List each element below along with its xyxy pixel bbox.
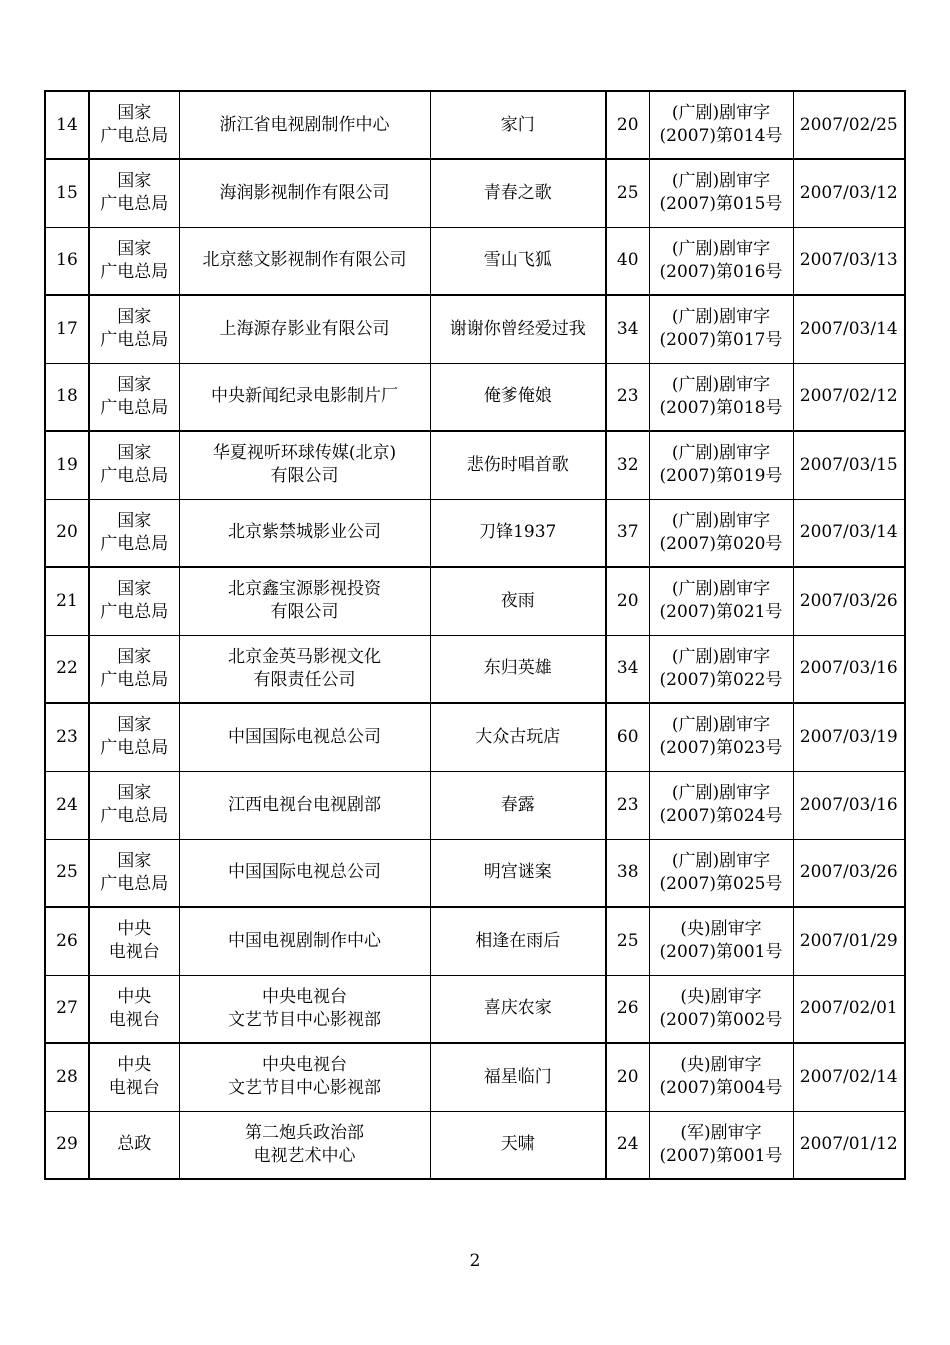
production-company-line: 上海源存影业有限公司 bbox=[219, 318, 390, 339]
approval-date: 2007/01/12 bbox=[793, 1111, 905, 1179]
production-company-line: 中央电视台 bbox=[262, 1055, 347, 1076]
permit-number-line: (2007)第024号 bbox=[659, 806, 783, 826]
row-number: 20 bbox=[45, 499, 89, 567]
permit-number bbox=[649, 295, 793, 363]
table-row bbox=[45, 295, 905, 363]
drama-title: 大众古玩店 bbox=[430, 703, 606, 771]
production-company-line: 中国国际电视总公司 bbox=[228, 862, 381, 883]
approval-dept-line: 广电总局 bbox=[100, 738, 169, 759]
row-number: 23 bbox=[45, 703, 89, 771]
table-row bbox=[45, 975, 905, 1043]
table-row bbox=[45, 703, 905, 771]
permit-number-line: (2007)第022号 bbox=[659, 669, 783, 690]
production-company bbox=[179, 227, 430, 295]
row-number: 24 bbox=[45, 771, 89, 839]
permit-number bbox=[649, 499, 793, 567]
approval-dept bbox=[89, 227, 179, 295]
row-number: 22 bbox=[45, 635, 89, 703]
approval-dept bbox=[89, 975, 179, 1043]
table-row bbox=[45, 567, 905, 635]
permit-number bbox=[649, 703, 793, 771]
approval-date: 2007/03/16 bbox=[793, 635, 905, 703]
row-number: 19 bbox=[45, 431, 89, 499]
approval-date: 2007/03/26 bbox=[793, 567, 905, 635]
drama-title: 东归英雄 bbox=[430, 635, 606, 703]
permit-number-line: (央)剧审字 bbox=[680, 986, 762, 1007]
table-row bbox=[45, 431, 905, 499]
episode-count: 23 bbox=[606, 771, 649, 839]
approval-dept-line: 广电总局 bbox=[100, 873, 169, 894]
permit-number-line: (广剧)剧审字 bbox=[671, 443, 771, 464]
approval-dept bbox=[89, 567, 179, 635]
table-row bbox=[45, 159, 905, 227]
approval-dept bbox=[89, 839, 179, 907]
approval-dept-line: 广电总局 bbox=[100, 330, 169, 351]
permit-number-line: (2007)第025号 bbox=[659, 873, 783, 894]
production-company bbox=[179, 839, 430, 907]
approval-dept-line: 国家 bbox=[117, 715, 152, 736]
table-row bbox=[45, 91, 905, 159]
production-company bbox=[179, 703, 430, 771]
approval-date: 2007/03/15 bbox=[793, 431, 905, 499]
permit-number-line: (央)剧审字 bbox=[680, 1055, 762, 1076]
table-row bbox=[45, 1043, 905, 1111]
approval-dept bbox=[89, 907, 179, 975]
production-company bbox=[179, 975, 430, 1043]
production-company-line: 中国国际电视总公司 bbox=[228, 726, 381, 747]
episode-count: 38 bbox=[606, 839, 649, 907]
approval-date: 2007/02/12 bbox=[793, 363, 905, 431]
table-row bbox=[45, 907, 905, 975]
approval-dept-line: 广电总局 bbox=[100, 806, 169, 826]
approval-dept-line: 总政 bbox=[117, 1134, 152, 1155]
approval-dept bbox=[89, 1043, 179, 1111]
table-row bbox=[45, 771, 905, 839]
approval-date: 2007/03/13 bbox=[793, 227, 905, 295]
drama-title: 悲伤时唱首歌 bbox=[430, 431, 606, 499]
drama-title: 明宫谜案 bbox=[430, 839, 606, 907]
production-company-line: 华夏视听环球传媒(北京) bbox=[212, 443, 397, 464]
row-number: 28 bbox=[45, 1043, 89, 1111]
production-company-line: 江西电视台电视剧部 bbox=[228, 794, 381, 815]
approval-date: 2007/02/25 bbox=[793, 91, 905, 159]
permit-number bbox=[649, 431, 793, 499]
drama-title: 春露 bbox=[430, 771, 606, 839]
episode-count: 20 bbox=[606, 567, 649, 635]
approval-dept bbox=[89, 431, 179, 499]
approval-dept-line: 电视台 bbox=[108, 1009, 160, 1030]
production-company-line: 有限公司 bbox=[270, 466, 339, 487]
approval-date: 2007/03/19 bbox=[793, 703, 905, 771]
episode-count: 26 bbox=[606, 975, 649, 1043]
production-company-line: 第二炮兵政治部 bbox=[245, 1122, 364, 1143]
episode-count: 20 bbox=[606, 91, 649, 159]
approval-dept-line: 广电总局 bbox=[100, 397, 169, 418]
row-number: 25 bbox=[45, 839, 89, 907]
drama-title: 雪山飞狐 bbox=[430, 227, 606, 295]
permit-number-line: (2007)第002号 bbox=[659, 1009, 783, 1030]
production-company bbox=[179, 771, 430, 839]
production-company bbox=[179, 295, 430, 363]
production-company-line: 海润影视制作有限公司 bbox=[219, 182, 390, 203]
permit-number-line: (2007)第015号 bbox=[659, 194, 783, 215]
permit-number-line: (2007)第016号 bbox=[659, 261, 783, 282]
approval-dept-line: 广电总局 bbox=[100, 194, 169, 215]
approval-dept-line: 广电总局 bbox=[100, 466, 169, 487]
production-company bbox=[179, 363, 430, 431]
episode-count: 34 bbox=[606, 295, 649, 363]
drama-title: 夜雨 bbox=[430, 567, 606, 635]
production-company-line: 文艺节目中心影视部 bbox=[228, 1078, 381, 1099]
approval-dept-line: 国家 bbox=[117, 103, 152, 123]
approval-dept-line: 国家 bbox=[117, 510, 152, 531]
production-company bbox=[179, 159, 430, 227]
approval-dept-line: 电视台 bbox=[108, 942, 160, 963]
approval-dept bbox=[89, 363, 179, 431]
permit-number-line: (广剧)剧审字 bbox=[671, 850, 771, 871]
approval-dept bbox=[89, 635, 179, 703]
permit-number-line: (央)剧审字 bbox=[680, 919, 762, 940]
approval-dept bbox=[89, 703, 179, 771]
production-company bbox=[179, 1043, 430, 1111]
permit-number-line: (2007)第023号 bbox=[659, 738, 783, 759]
production-company-line: 中央电视台 bbox=[262, 986, 347, 1007]
permit-number bbox=[649, 839, 793, 907]
episode-count: 24 bbox=[606, 1111, 649, 1179]
permit-number bbox=[649, 91, 793, 159]
approval-date: 2007/03/26 bbox=[793, 839, 905, 907]
drama-title: 刀锋1937 bbox=[430, 499, 606, 567]
permit-number-line: (2007)第014号 bbox=[659, 126, 783, 146]
table-body bbox=[45, 91, 905, 1179]
approval-dept bbox=[89, 771, 179, 839]
permit-number bbox=[649, 567, 793, 635]
episode-count: 32 bbox=[606, 431, 649, 499]
permit-number-line: (广剧)剧审字 bbox=[671, 374, 771, 395]
production-company bbox=[179, 499, 430, 567]
row-number: 27 bbox=[45, 975, 89, 1043]
approval-dept-line: 中央 bbox=[117, 986, 152, 1007]
approval-dept-line: 中央 bbox=[117, 919, 152, 940]
permit-number-line: (广剧)剧审字 bbox=[671, 103, 771, 123]
approval-date: 2007/03/14 bbox=[793, 295, 905, 363]
permit-number bbox=[649, 635, 793, 703]
approval-date: 2007/03/12 bbox=[793, 159, 905, 227]
approval-dept-line: 广电总局 bbox=[100, 669, 169, 690]
permit-number bbox=[649, 1043, 793, 1111]
approval-dept bbox=[89, 295, 179, 363]
row-number: 17 bbox=[45, 295, 89, 363]
production-company-line: 北京慈文影视制作有限公司 bbox=[202, 250, 407, 271]
approval-dept-line: 国家 bbox=[117, 579, 152, 600]
approval-dept-line: 广电总局 bbox=[100, 126, 169, 146]
drama-title: 俺爹俺娘 bbox=[430, 363, 606, 431]
approval-dept bbox=[89, 91, 179, 159]
approval-date: 2007/02/14 bbox=[793, 1043, 905, 1111]
episode-count: 25 bbox=[606, 907, 649, 975]
drama-title: 福星临门 bbox=[430, 1043, 606, 1111]
approval-dept-line: 国家 bbox=[117, 238, 152, 259]
table-row bbox=[45, 363, 905, 431]
permit-number-line: (2007)第017号 bbox=[659, 330, 783, 351]
production-company-line: 中央新闻纪录电影制片厂 bbox=[211, 386, 398, 407]
approval-dept-line: 电视台 bbox=[108, 1078, 160, 1099]
production-company-line: 中国电视剧制作中心 bbox=[228, 930, 381, 951]
page-number: 2 bbox=[469, 1251, 481, 1271]
production-company-line: 北京金英马影视文化 bbox=[228, 646, 381, 667]
production-company bbox=[179, 91, 430, 159]
permit-number-line: (2007)第001号 bbox=[659, 942, 783, 963]
production-company-line: 浙江省电视剧制作中心 bbox=[219, 114, 390, 135]
table-row bbox=[45, 839, 905, 907]
production-company-line: 文艺节目中心影视部 bbox=[228, 1009, 381, 1030]
approval-dept bbox=[89, 1111, 179, 1179]
approval-dept-line: 国家 bbox=[117, 443, 152, 464]
approval-dept-line: 广电总局 bbox=[100, 261, 169, 282]
permit-number-line: (广剧)剧审字 bbox=[671, 171, 771, 192]
permit-number bbox=[649, 1111, 793, 1179]
approval-dept-line: 国家 bbox=[117, 783, 152, 803]
production-company bbox=[179, 907, 430, 975]
approval-dept-line: 广电总局 bbox=[100, 533, 169, 554]
episode-count: 37 bbox=[606, 499, 649, 567]
approval-date: 2007/02/01 bbox=[793, 975, 905, 1043]
drama-title: 家门 bbox=[430, 91, 606, 159]
permit-number bbox=[649, 975, 793, 1043]
permit-number-line: (军)剧审字 bbox=[680, 1122, 762, 1143]
permit-number-line: (2007)第004号 bbox=[659, 1078, 783, 1099]
approval-dept bbox=[89, 499, 179, 567]
permit-number-line: (2007)第021号 bbox=[659, 602, 783, 623]
approval-date: 2007/03/16 bbox=[793, 771, 905, 839]
approval-dept-line: 广电总局 bbox=[100, 602, 169, 623]
approval-date: 2007/03/14 bbox=[793, 499, 905, 567]
approval-dept-line: 国家 bbox=[117, 171, 152, 192]
permit-number bbox=[649, 907, 793, 975]
row-number: 16 bbox=[45, 227, 89, 295]
permit-number bbox=[649, 159, 793, 227]
permit-number-line: (广剧)剧审字 bbox=[671, 307, 771, 328]
approval-dept bbox=[89, 159, 179, 227]
episode-count: 60 bbox=[606, 703, 649, 771]
row-number: 15 bbox=[45, 159, 89, 227]
row-number: 29 bbox=[45, 1111, 89, 1179]
production-company-line: 北京紫禁城影业公司 bbox=[228, 522, 381, 543]
permit-number-line: (广剧)剧审字 bbox=[671, 579, 771, 600]
approval-dept-line: 国家 bbox=[117, 307, 152, 328]
production-company bbox=[179, 635, 430, 703]
table-row bbox=[45, 1111, 905, 1179]
episode-count: 25 bbox=[606, 159, 649, 227]
drama-title: 天啸 bbox=[430, 1111, 606, 1179]
approval-dept-line: 国家 bbox=[117, 850, 152, 871]
drama-title: 谢谢你曾经爱过我 bbox=[430, 295, 606, 363]
permit-number-line: (广剧)剧审字 bbox=[671, 715, 771, 736]
permit-number bbox=[649, 227, 793, 295]
table-row bbox=[45, 635, 905, 703]
permit-number-line: (广剧)剧审字 bbox=[671, 646, 771, 667]
drama-title: 相逢在雨后 bbox=[430, 907, 606, 975]
permit-number-line: (2007)第018号 bbox=[659, 397, 783, 418]
permit-number-line: (2007)第001号 bbox=[659, 1145, 783, 1166]
production-company-line: 北京鑫宝源影视投资 bbox=[228, 579, 381, 600]
production-company bbox=[179, 567, 430, 635]
approval-dept-line: 国家 bbox=[117, 646, 152, 667]
approval-dept-line: 中央 bbox=[117, 1055, 152, 1076]
permit-number-line: (广剧)剧审字 bbox=[671, 783, 771, 803]
production-company-line: 有限责任公司 bbox=[253, 669, 356, 690]
episode-count: 40 bbox=[606, 227, 649, 295]
production-company bbox=[179, 431, 430, 499]
row-number: 26 bbox=[45, 907, 89, 975]
approval-date: 2007/01/29 bbox=[793, 907, 905, 975]
table-row bbox=[45, 227, 905, 295]
permit-number-line: (2007)第020号 bbox=[659, 533, 783, 554]
drama-title: 喜庆农家 bbox=[430, 975, 606, 1043]
row-number: 18 bbox=[45, 363, 89, 431]
production-company-line: 有限公司 bbox=[270, 602, 339, 623]
episode-count: 34 bbox=[606, 635, 649, 703]
episode-count: 20 bbox=[606, 1043, 649, 1111]
permit-number-line: (广剧)剧审字 bbox=[671, 238, 771, 259]
permit-number-line: (2007)第019号 bbox=[659, 466, 783, 487]
permit-number bbox=[649, 363, 793, 431]
episode-count: 23 bbox=[606, 363, 649, 431]
drama-title: 青春之歌 bbox=[430, 159, 606, 227]
table-row bbox=[45, 499, 905, 567]
permit-number bbox=[649, 771, 793, 839]
approval-table bbox=[44, 90, 906, 1180]
production-company bbox=[179, 1111, 430, 1179]
row-number: 14 bbox=[45, 91, 89, 159]
approval-dept-line: 国家 bbox=[117, 374, 152, 395]
row-number: 21 bbox=[45, 567, 89, 635]
production-company-line: 电视艺术中心 bbox=[253, 1145, 356, 1166]
permit-number-line: (广剧)剧审字 bbox=[671, 510, 771, 531]
